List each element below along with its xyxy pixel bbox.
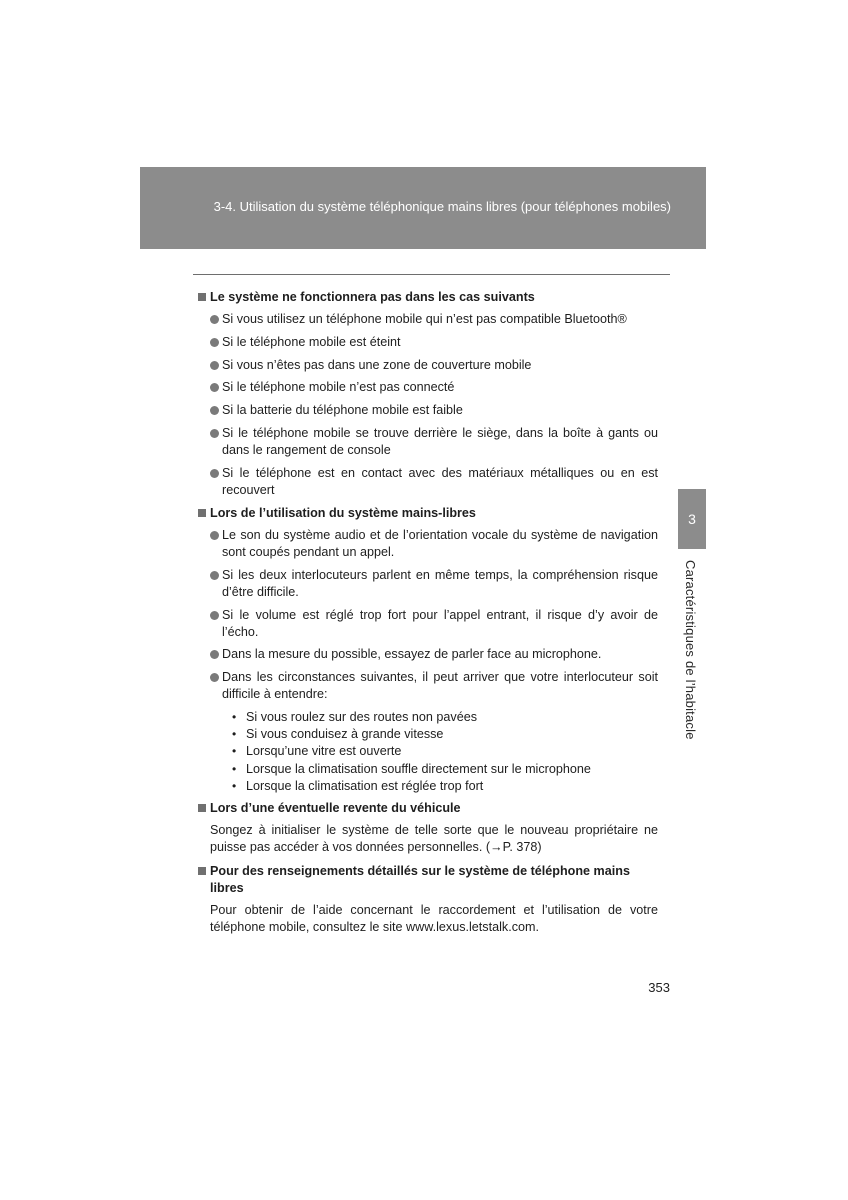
chapter-tab-label: Caractéristiques de l’habitacle [683,560,698,740]
section-hands-free-use [198,505,658,796]
section-detailed-info [198,863,658,937]
page-content [198,289,658,943]
sub-list-item: • Lorsque la climatisation souffle directement sur le microphone [198,761,658,778]
sub-bullet-list [198,709,658,795]
sub-list-item: • Si vous roulez sur des routes non pavées [198,709,658,726]
list-item: Si vous utilisez un téléphone mobile qui n’est pas compatible Bluetooth® [198,311,658,328]
circle-bullet-icon [210,383,219,392]
section-paragraph: Songez à initialiser le système de telle sorte que le nouveau propriétaire ne puisse pas accéder à vos données personnelles. (→P. 378) [210,823,658,855]
list-item: Dans la mesure du possible, essayez de parler face au microphone. [198,646,658,663]
circle-bullet-icon [210,406,219,415]
circle-bullet-icon [210,673,219,682]
square-bullet-icon [198,509,206,517]
square-bullet-icon [198,804,206,812]
circle-bullet-icon [210,571,219,580]
circle-bullet-icon [210,338,219,347]
list-item: Si le téléphone mobile n’est pas connecté [198,379,658,396]
list-item: Si le volume est réglé trop fort pour l’appel entrant, il risque d’y avoir de l’écho. [198,607,658,641]
circle-bullet-icon [210,469,219,478]
bullet-list [198,527,658,704]
section-heading: Lors d’une éventuelle revente du véhicule [198,800,658,817]
bullet-list [198,311,658,499]
circle-bullet-icon [210,361,219,370]
small-dot-icon: • [232,778,237,793]
chapter-tab-number: 3 [688,511,696,527]
sub-list-item: • Lorsqu’une vitre est ouverte [198,743,658,760]
section-heading: Lors de l’utilisation du système mains-libres [198,505,658,522]
section-heading: Le système ne fonctionnera pas dans les cas suivants [198,289,658,306]
circle-bullet-icon [210,315,219,324]
section-vehicle-resale [198,800,658,857]
list-item: Si vous n’êtes pas dans une zone de couverture mobile [198,357,658,374]
chapter-header-title: 3-4. Utilisation du système téléphonique mains libres (pour téléphones mobiles) [213,199,671,214]
circle-bullet-icon [210,611,219,620]
header-rule [193,274,670,275]
circle-bullet-icon [210,429,219,438]
circle-bullet-icon [210,650,219,659]
section-paragraph: Pour obtenir de l’aide concernant le raccordement et l’utilisation de votre téléphone mobile, consultez le site www.lexus.letstalk.com. [210,903,658,935]
small-dot-icon: • [232,727,237,742]
sub-list-item: • Si vous conduisez à grande vitesse [198,726,658,743]
sub-list-item: • Lorsque la climatisation est réglée trop fort [198,778,658,795]
small-dot-icon: • [232,710,237,725]
circle-bullet-icon [210,531,219,540]
list-item: Si le téléphone mobile se trouve derrière le siège, dans la boîte à gants ou dans le rangement de console [198,425,658,459]
list-item: Dans les circonstances suivantes, il peut arriver que votre interlocuteur soit difficile à entendre: [198,669,658,703]
section-heading: Pour des renseignements détaillés sur le système de téléphone mains libres [198,863,658,897]
square-bullet-icon [198,867,206,875]
square-bullet-icon [198,293,206,301]
section-system-not-working [198,289,658,499]
small-dot-icon: • [232,761,237,776]
list-item: Si le téléphone est en contact avec des matériaux métalliques ou en est recouvert [198,465,658,499]
list-item: Si le téléphone mobile est éteint [198,334,658,351]
page-number: 353 [648,980,670,995]
chapter-header-band [140,167,706,249]
small-dot-icon: • [232,744,237,759]
list-item: Si les deux interlocuteurs parlent en même temps, la compréhension risque d’être difficile. [198,567,658,601]
list-item: Le son du système audio et de l’orientation vocale du système de navigation sont coupés pendant un appel. [198,527,658,561]
chapter-tab [678,489,706,549]
list-item: Si la batterie du téléphone mobile est faible [198,402,658,419]
